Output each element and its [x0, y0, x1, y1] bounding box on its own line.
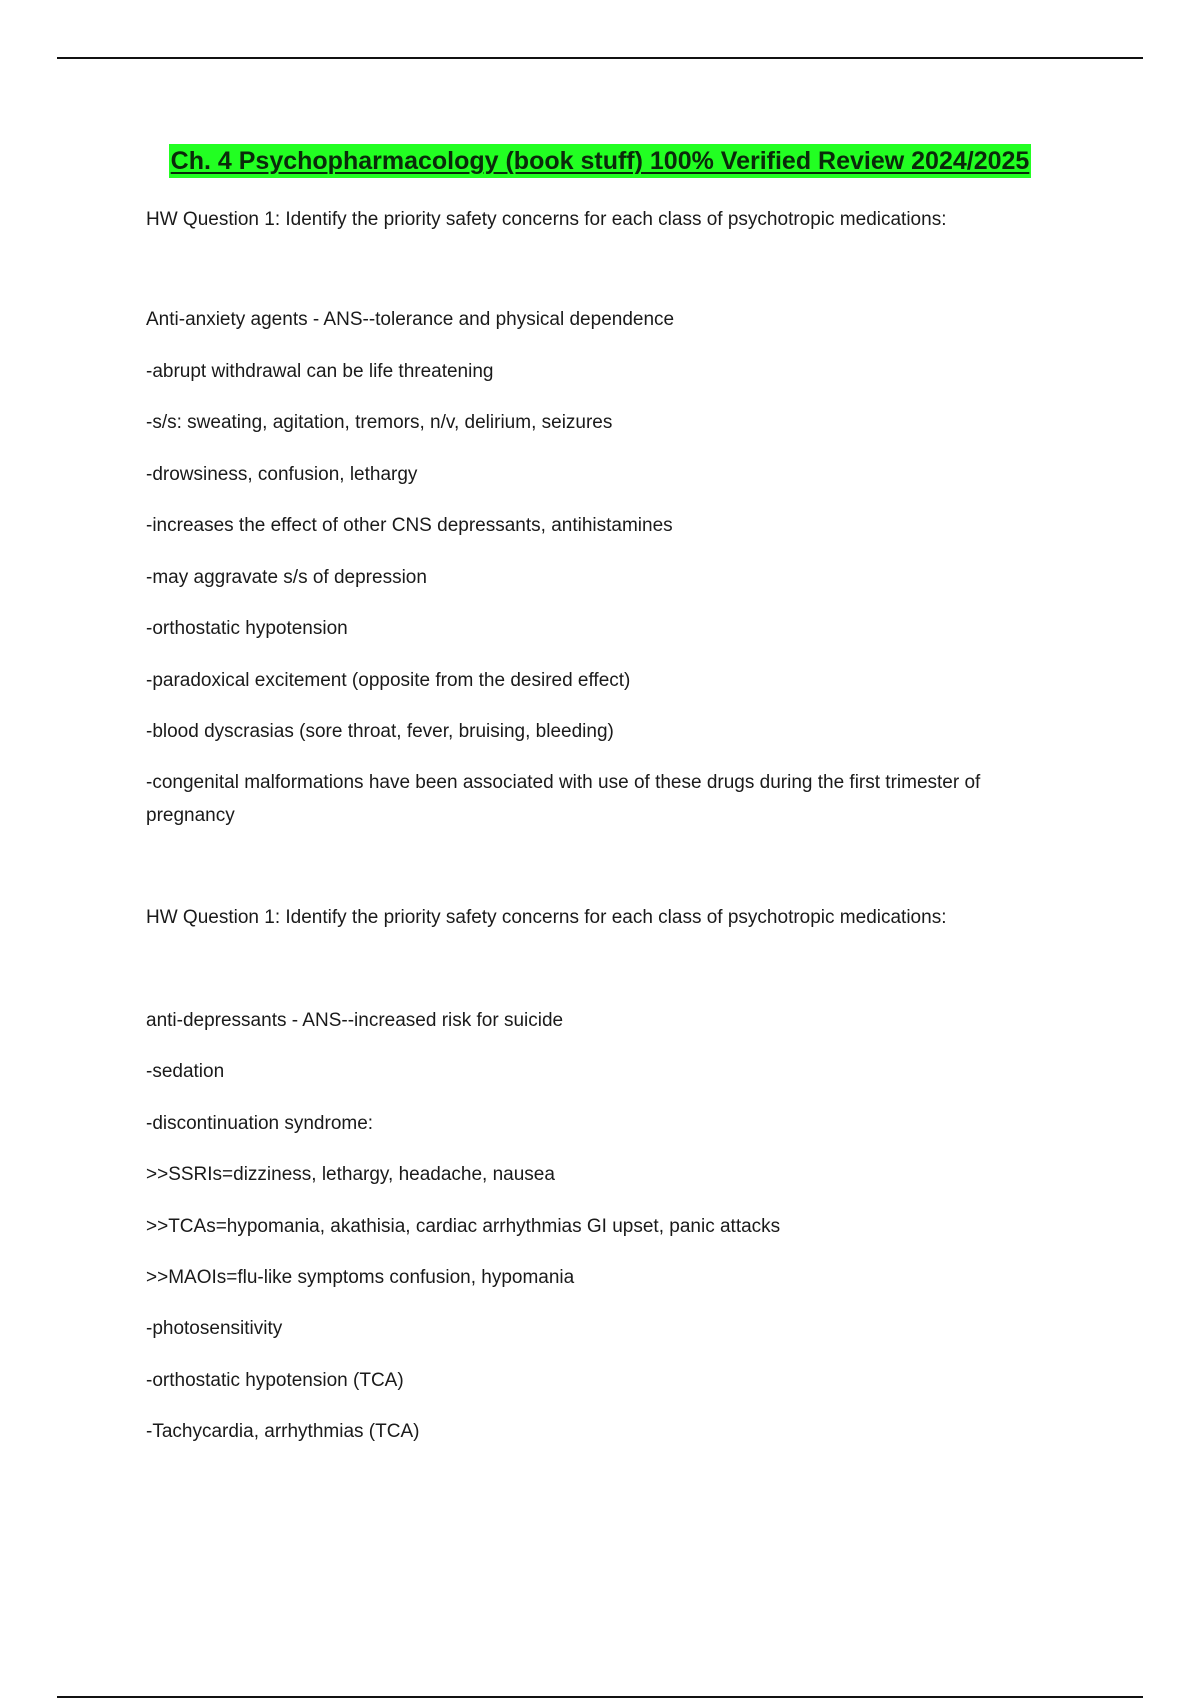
answer-line: -may aggravate s/s of depression — [146, 567, 427, 588]
answer-line: -s/s: sweating, agitation, tremors, n/v, delirium, seizures — [146, 412, 613, 433]
question-text: HW Question 1: Identify the priority safety concerns for each class of psychotropic medications: — [146, 907, 947, 928]
answer-line: anti-depressants - ANS--increased risk for suicide — [146, 1010, 564, 1031]
document-title: Ch. 4 Psychopharmacology (book stuff) 100% Verified Review 2024/2025 — [169, 144, 1032, 178]
answer-line: -increases the effect of other CNS depressants, antihistamines — [146, 515, 673, 536]
answer-line: -abrupt withdrawal can be life threatening — [146, 361, 494, 382]
header-rule — [57, 57, 1143, 59]
answer-line: -Tachycardia, arrhythmias (TCA) — [146, 1421, 420, 1442]
answer-line: -blood dyscrasias (sore throat, fever, bruising, bleeding) — [146, 721, 614, 742]
question-text: HW Question 1: Identify the priority safety concerns for each class of psychotropic medications: — [146, 209, 947, 230]
answer-line: -drowsiness, confusion, lethargy — [146, 464, 418, 485]
answer-line: >>SSRIs=dizziness, lethargy, headache, nausea — [146, 1164, 555, 1185]
answer-line: -discontinuation syndrome: — [146, 1113, 374, 1134]
answer-line: -orthostatic hypotension (TCA) — [146, 1370, 404, 1391]
answer-line: -congenital malformations have been associated with use of these drugs during the first trimester of pregnancy — [146, 772, 981, 826]
answer-line: -orthostatic hypotension — [146, 618, 348, 639]
title-container — [0, 144, 1200, 178]
answer-line: >>TCAs=hypomania, akathisia, cardiac arrhythmias GI upset, panic attacks — [146, 1216, 781, 1237]
answer-line: -photosensitivity — [146, 1318, 283, 1339]
answer-line: -paradoxical excitement (opposite from the desired effect) — [146, 670, 631, 691]
answer-line: >>MAOIs=flu-like symptoms confusion, hypomania — [146, 1267, 575, 1288]
answer-line: Anti-anxiety agents - ANS--tolerance and physical dependence — [146, 309, 675, 330]
answer-line: -sedation — [146, 1061, 225, 1082]
footer-rule — [57, 1696, 1143, 1698]
